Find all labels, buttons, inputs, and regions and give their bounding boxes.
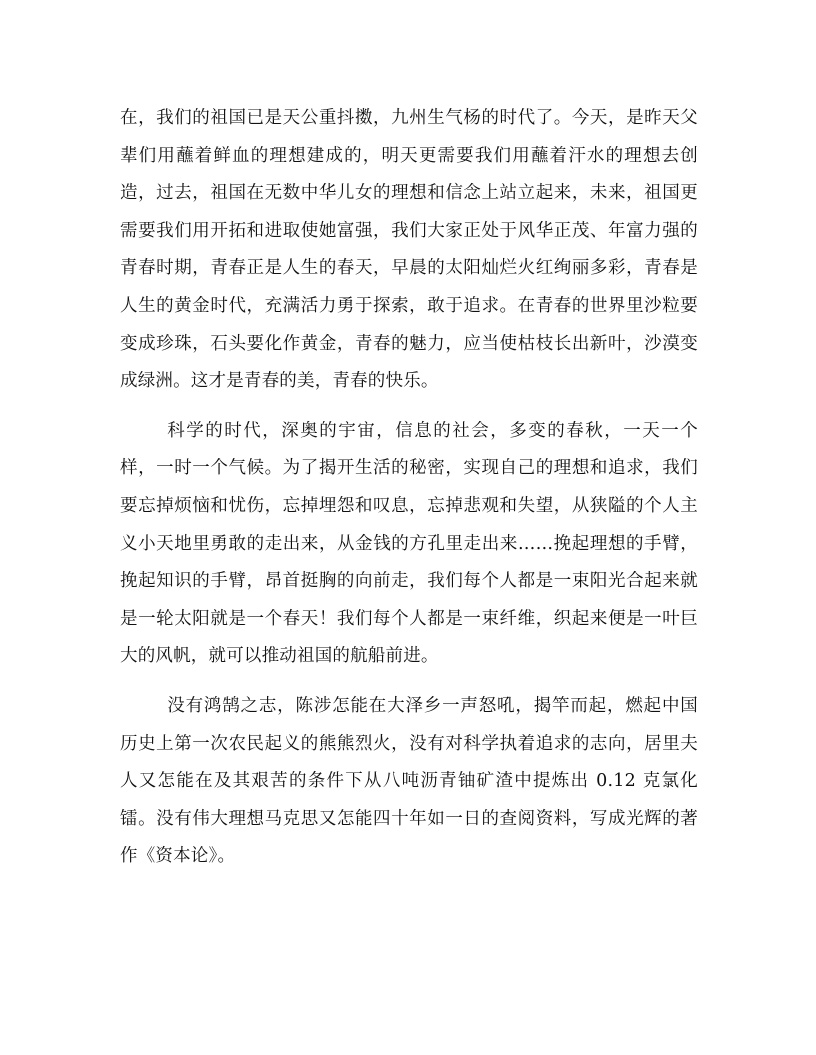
document-body [120, 100, 698, 876]
paragraph-3: 没有鸿鹄之志，陈涉怎能在大泽乡一声怒吼，揭竿而起，燃起中国历史上第一次农民起义的熊熊烈火，没有对科学执着追求的志向，居里夫人又怎能在及其艰苦的条件下从八吨沥青铀矿渣中提炼出 0.12 克氯化镭。没有伟大理想马克思又怎能四十年如一日的查阅资料，写成光辉的著作《资本论》。 [120, 695, 698, 867]
paragraph-2: 科学的时代，深奥的宇宙，信息的社会，多变的春秋，一天一个样，一时一个气候。为了揭开生活的秘密，实现自己的理想和追求，我们要忘掉烦恼和忧伤，忘掉埋怨和叹息，忘掉悲观和失望，从狭隘的个人主义小天地里勇敢的走出来，从金钱的方孔里走出来……挽起理想的手臂，挽起知识的手臂，昂首挺胸的向前走，我们每个人都是一束阳光合起来就是一轮太阳就是一个春天！我们每个人都是一束纤维，织起来便是一叶巨大的风帆，就可以推动祖国的航船前进。 [120, 420, 698, 667]
paragraph-1: 在，我们的祖国已是天公重抖擞，九州生气杨的时代了。今天，是昨天父辈们用蘸着鲜血的理想建成的，明天更需要我们用蘸着汗水的理想去创造，过去，祖国在无数中华儿女的理想和信念上站立起来，未来，祖国更需要我们用开拓和进取使她富强，我们大家正处于风华正茂、年富力强的青春时期，青春正是人生的春天，早晨的太阳灿烂火红绚丽多彩，青春是人生的黄金时代，充满活力勇于探索，敢于追求。在青春的世界里沙粒要变成珍珠，石头要化作黄金，青春的魅力，应当使枯枝长出新叶，沙漠变成绿洲。这才是青春的美，青春的快乐。 [120, 108, 698, 392]
